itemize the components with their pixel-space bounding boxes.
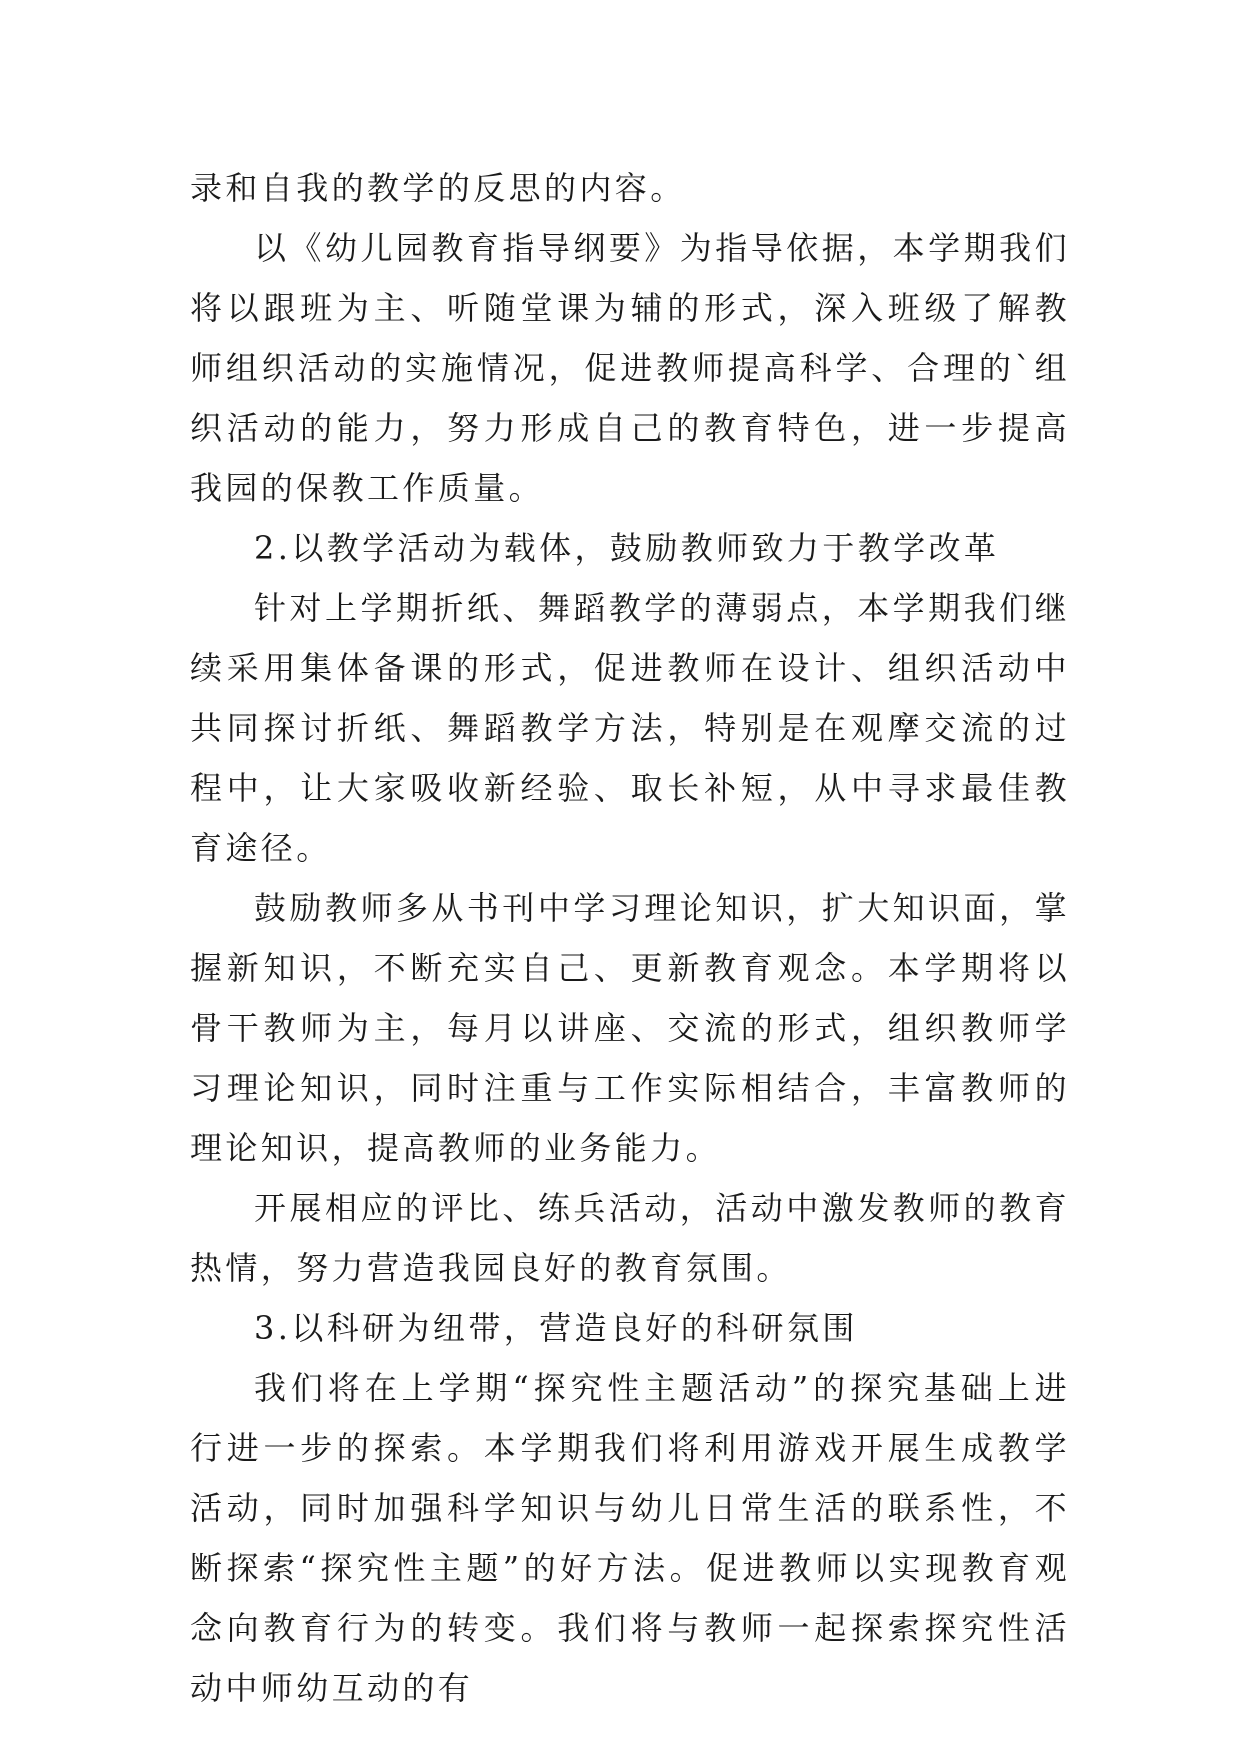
section-heading-2: 2.以教学活动为载体，鼓励教师致力于教学改革 [254,529,1000,567]
paragraph-research: 我们将在上学期“探究性主题活动”的探究基础上进行进一步的探索。本学期我们将利用游戏开展生成教学活动，同时加强科学知识与幼儿日常生活的联系性，不断探索“探究性主题”的好方法。促进教师以实现教育观念向教育行为的转变。我们将与教师一起探索探究性活动中师幼互动的有 [190,1369,1070,1707]
section-heading-3: 3.以科研为纽带，营造良好的科研氛围 [254,1309,858,1347]
paragraph-theory-study: 鼓励教师多从书刊中学习理论知识，扩大知识面，掌握新知识，不断充实自己、更新教育观念。本学期将以骨干教师为主，每月以讲座、交流的形式，组织教师学习理论知识，同时注重与工作实际相结合，丰富教师的理论知识，提高教师的业务能力。 [190,889,1070,1167]
paragraph-guidance: 以《幼儿园教育指导纲要》为指导依据，本学期我们将以跟班为主、听随堂课为辅的形式，深入班级了解教师组织活动的实施情况，促进教师提高科学、合理的`组织活动的能力，努力形成自己的教育特色，进一步提高我园的保教工作质量。 [190,229,1070,507]
paragraph-competitions: 开展相应的评比、练兵活动，活动中激发教师的教育热情，努力营造我园良好的教育氛围。 [190,1189,1070,1287]
paragraph-continuation: 录和自我的教学的反思的内容。 [190,169,686,207]
paragraph-collective-lesson-prep: 针对上学期折纸、舞蹈教学的薄弱点，本学期我们继续采用集体备课的形式，促进教师在设计、组织活动中共同探讨折纸、舞蹈教学方法，特别是在观摩交流的过程中，让大家吸收新经验、取长补短，从中寻求最佳教育途径。 [190,589,1070,867]
document-body [190,158,1070,1718]
